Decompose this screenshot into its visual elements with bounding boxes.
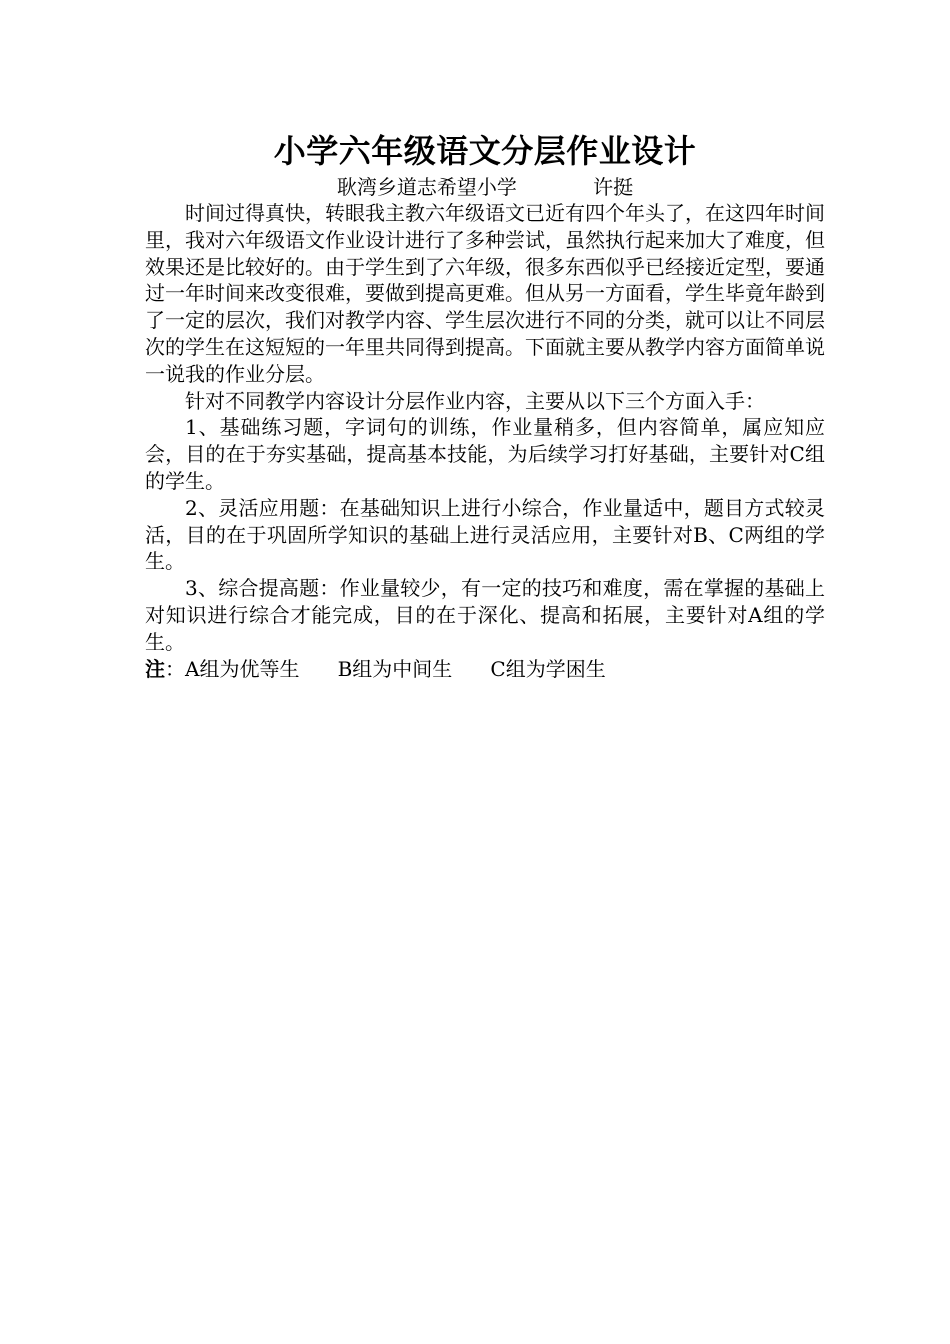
document-title: 小学六年级语文分层作业设计 bbox=[273, 132, 697, 170]
comprehensive-improvement-paragraph: 3、综合提高题：作业量较少，有一定的技巧和难度，需在掌握的基础上对知识进行综合才能完成，目的在于深化、提高和拓展，主要针对A组的学生。 bbox=[145, 576, 825, 654]
note-label: 注 bbox=[145, 656, 165, 681]
basic-exercise-paragraph: 1、基础练习题，字词句的训练，作业量稍多，但内容简单，属应知应会，目的在于夯实基础，提高基本技能，为后续学习打好基础，主要针对C组的学生。 bbox=[145, 415, 825, 493]
method-paragraph: 针对不同教学内容设计分层作业内容，主要从以下三个方面入手： bbox=[185, 388, 765, 413]
flexible-application-paragraph: 2、灵活应用题：在基础知识上进行小综合，作业量适中，题目方式较灵活，目的在于巩固所学知识的基础上进行灵活应用，主要针对B、C两组的学生。 bbox=[145, 495, 825, 574]
group-note bbox=[145, 656, 825, 683]
intro-paragraph: 时间过得真快，转眼我主教六年级语文已近有四个年头了，在这四年时间里，我对六年级语文作业设计进行了多种尝试，虽然执行起来加大了难度，但效果还是比较好的。由于学生到了六年级，很多东西似乎已经接近定型，要通过一年时间来改变很难，要做到提高更难。但从另一方面看，学生毕竟年龄到了一定的层次，我们对教学内容、学生层次进行不同的分类，就可以让不同层次的学生在这短短的一年里共同得到提高。下面就主要从教学内容方面简单说一说我的作业分层。 bbox=[145, 201, 825, 386]
author-byline: 耿湾乡道志希望小学 许挺 bbox=[336, 175, 634, 199]
note-text: ：A组为优等生 B组为中间生 C组为学困生 bbox=[165, 656, 606, 681]
document-page bbox=[145, 128, 825, 682]
